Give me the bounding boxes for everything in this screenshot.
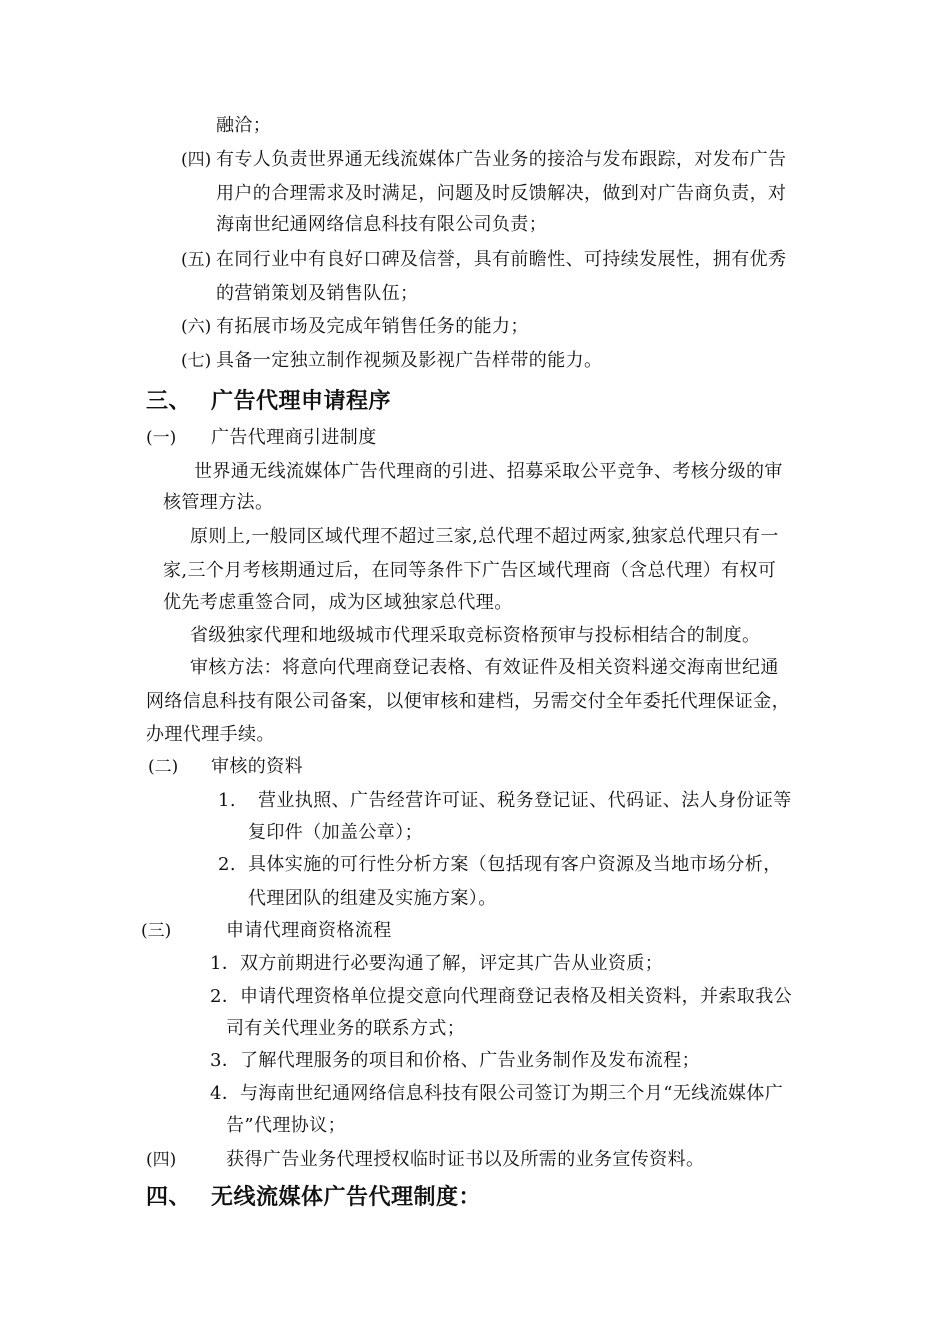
numbered-item-number: 2．: [210, 986, 241, 1007]
paragraph-line: 家,三个月考核期通过后，在同等条件下广告区域代理商（含总代理）有权可: [163, 560, 777, 581]
section-title: 无线流媒体广告代理制度：: [211, 1184, 482, 1210]
paragraph-line: 原则上,一般同区域代理不超过三家,总代理不超过两家,独家总代理只有一: [190, 526, 779, 547]
paragraph-line: 审核方法：将意向代理商登记表格、有效证件及相关资料递交海南世纪通: [190, 657, 779, 678]
numbered-item-text: 告”代理协议；: [226, 1115, 347, 1136]
numbered-item-text: 复印件（加盖公章）；: [248, 822, 423, 843]
paragraph-line: 世界通无线流媒体广告代理商的引进、招募采取公平竞争、考核分级的审: [194, 461, 783, 482]
section-number: 三、: [146, 388, 192, 414]
list-item-text: 在同行业中有良好口碑及信誉，具有前瞻性、可持续发展性，拥有优秀: [216, 249, 787, 270]
numbered-item-text: 司有关代理业务的联系方式；: [226, 1018, 466, 1039]
numbered-item-text: 双方前期进行必要沟通了解，评定其广告从业资质；: [240, 953, 664, 974]
subsection-marker: (一): [146, 428, 177, 448]
list-item-marker: (七): [181, 351, 212, 371]
numbered-item-text: 了解代理服务的项目和价格、广告业务制作及发布流程；: [240, 1050, 700, 1071]
section-title: 广告代理申请程序: [211, 388, 392, 414]
list-item-marker: (五): [181, 250, 212, 270]
numbered-item-number: 3．: [210, 1050, 241, 1071]
list-item-marker: (六): [181, 317, 212, 337]
list-item-text: 具备一定独立制作视频及影视广告样带的能力。: [216, 350, 603, 371]
subsection-title: 广告代理商引进制度: [211, 427, 377, 448]
paragraph-line: 办理代理手续。: [146, 724, 275, 745]
numbered-item-text: 与海南世纪通网络信息科技有限公司签订为期三个月“无线流媒体广: [240, 1083, 784, 1104]
paragraph-line: 核管理方法。: [163, 492, 274, 513]
subsection-marker: (二): [148, 757, 179, 777]
list-item-text: 有专人负责世界通无线流媒体广告业务的接洽与发布跟踪，对发布广告: [216, 149, 787, 170]
numbered-item-text: 具体实施的可行性分析方案（包括现有客户资源及当地市场分析，: [248, 854, 782, 875]
paragraph-line: 省级独家代理和地级城市代理采取竞标资格预审与投标相结合的制度。: [190, 625, 761, 646]
subsection-marker: (三): [141, 921, 172, 941]
section-number: 四、: [146, 1184, 192, 1210]
subsection-title: 申请代理商资格流程: [226, 920, 392, 941]
numbered-item-text: 代理团队的组建及实施方案）。: [248, 888, 497, 909]
numbered-item-number: 1．: [210, 953, 241, 974]
numbered-item-text: 申请代理资格单位提交意向代理商登记表格及相关资料，并索取我公: [240, 986, 792, 1007]
subsection-marker: (四): [146, 1150, 177, 1170]
numbered-item-number: 4．: [210, 1083, 241, 1104]
paragraph-line: 优先考虑重签合同，成为区域独家总代理。: [163, 592, 513, 613]
list-item-text: 海南世纪通网络信息科技有限公司负责；: [216, 214, 548, 235]
numbered-item-text: 营业执照、广告经营许可证、税务登记证、代码证、法人身份证等: [258, 790, 792, 811]
list-item-text: 有拓展市场及完成年销售任务的能力；: [216, 316, 529, 337]
list-item-text: 的营销策划及销售队伍；: [216, 283, 419, 304]
list-item-text: 用户的合理需求及时满足，问题及时反馈解决，做到对广告商负责，对: [216, 183, 787, 204]
subsection-title: 审核的资料: [211, 756, 303, 777]
subsection-title: 获得广告业务代理授权临时证书以及所需的业务宣传资料。: [226, 1149, 705, 1170]
numbered-item-number: 2.: [218, 854, 236, 875]
numbered-item-number: 1.: [218, 790, 236, 811]
list-item-marker: (四): [181, 150, 212, 170]
paragraph-line: 网络信息科技有限公司备案，以便审核和建档，另需交付全年委托代理保证金，: [146, 691, 790, 712]
list-item-text: 融洽；: [216, 115, 272, 136]
